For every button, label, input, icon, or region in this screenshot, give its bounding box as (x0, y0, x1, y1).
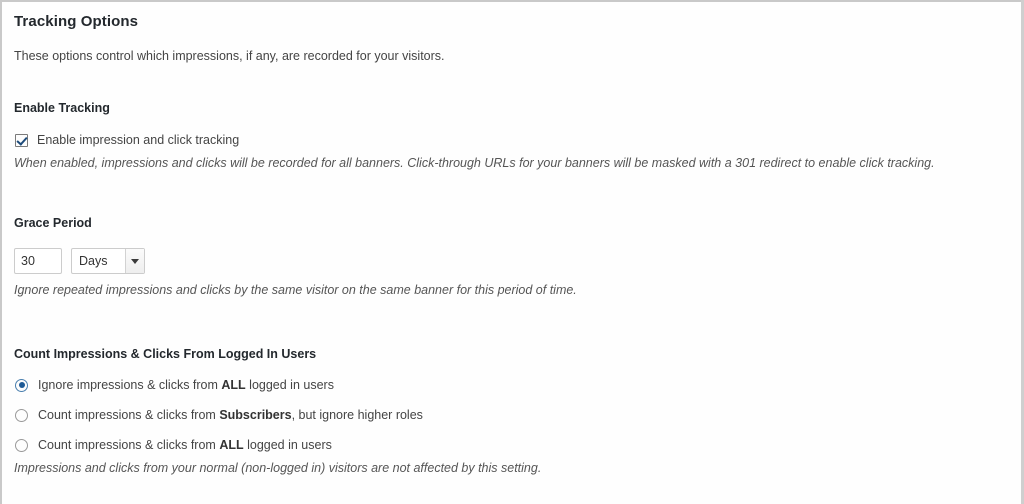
frame-left-edge (0, 0, 2, 504)
frame-top-edge (0, 0, 1024, 2)
grace-period-unit-value: Days (79, 254, 108, 268)
enable-tracking-checkbox-row[interactable] (14, 133, 1008, 147)
chevron-down-icon[interactable] (125, 249, 144, 273)
enable-tracking-checkbox-label[interactable]: Enable impression and click tracking (37, 133, 240, 147)
grace-period-input[interactable] (14, 248, 62, 274)
grace-period-heading: Grace Period (14, 216, 92, 230)
logged-in-users-option-2[interactable] (14, 408, 1008, 422)
logged-in-users-section (14, 346, 1008, 476)
logged-in-users-hint: Impressions and clicks from your normal (non-logged in) visitors are not affected by this setting. (14, 461, 542, 475)
logged-in-users-option-1[interactable] (14, 378, 1008, 392)
radio-ignore-all[interactable] (15, 379, 28, 392)
logged-in-users-option-3-label[interactable]: Count impressions & clicks from ALL logged in users (38, 438, 332, 452)
enable-tracking-hint: When enabled, impressions and clicks will be recorded for all banners. Click-through URLs for your banners will be masked with a 301 redirect to enable click tracking. (14, 156, 935, 170)
enable-tracking-section (14, 100, 1008, 171)
logged-in-users-option-1-label[interactable]: Ignore impressions & clicks from ALL logged in users (38, 378, 334, 392)
grace-period-section (14, 215, 1008, 298)
grace-period-hint: Ignore repeated impressions and clicks by the same visitor on the same banner for this period of time. (14, 283, 577, 297)
logged-in-users-option-3[interactable] (14, 438, 1008, 452)
radio-count-all[interactable] (15, 439, 28, 452)
enable-tracking-checkbox[interactable] (15, 134, 28, 147)
logged-in-users-heading: Count Impressions & Clicks From Logged In Users (14, 347, 317, 361)
grace-period-controls (14, 248, 1008, 274)
page-title: Tracking Options (14, 13, 139, 30)
radio-count-subscribers[interactable] (15, 409, 28, 422)
enable-tracking-heading: Enable Tracking (14, 101, 110, 115)
page-description: These options control which impressions, if any, are recorded for your visitors. (14, 49, 445, 63)
grace-period-unit-select[interactable] (71, 248, 145, 274)
logged-in-users-option-2-label[interactable]: Count impressions & clicks from Subscribers, but ignore higher roles (38, 408, 423, 422)
